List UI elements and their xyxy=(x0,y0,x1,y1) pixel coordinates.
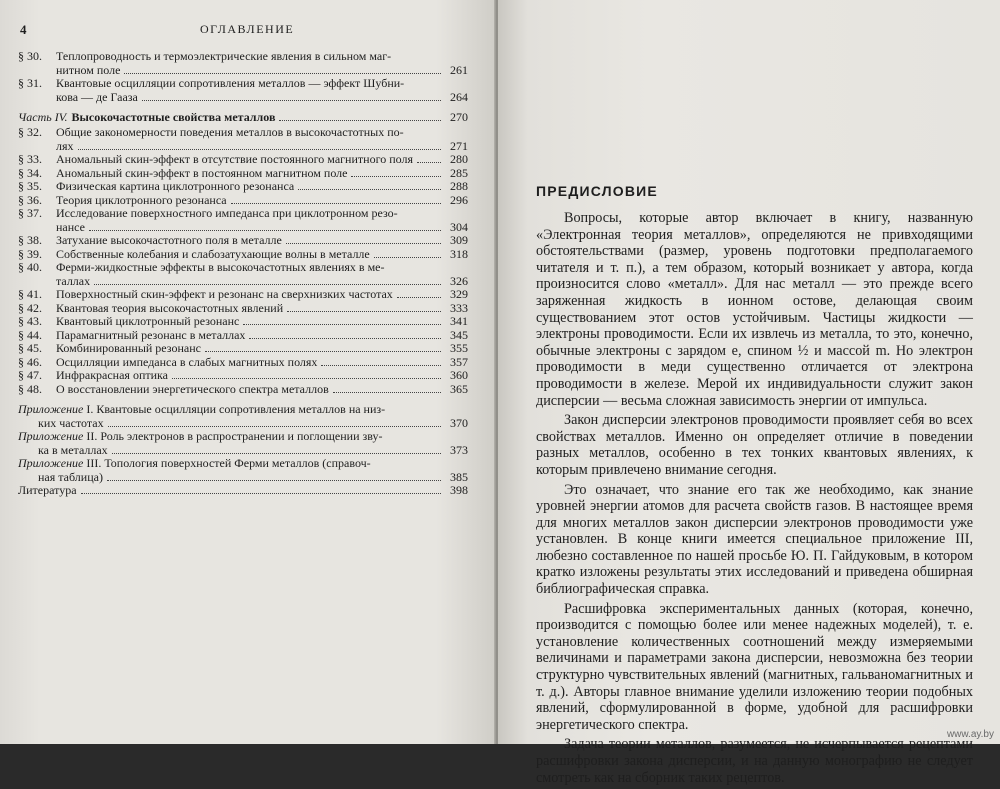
toc-entry-text: Инфракрасная оптика xyxy=(56,368,169,382)
dot-leader xyxy=(94,283,441,285)
toc-entry xyxy=(18,234,468,248)
toc-page-number: 261 xyxy=(450,62,468,77)
toc-page-number: 270 xyxy=(450,110,468,124)
dot-leader xyxy=(112,452,441,454)
toc-entry-last-line xyxy=(56,302,468,316)
toc-page-number: 329 xyxy=(450,287,468,301)
toc-page-number: 309 xyxy=(450,233,468,247)
toc-entry-line xyxy=(18,403,468,417)
toc-entry-body xyxy=(56,369,468,383)
toc-entry-text: Парамагнитный резонанс в металлах xyxy=(56,327,246,342)
toc-section-number: § 40. xyxy=(18,260,42,274)
toc-page-number: 280 xyxy=(450,152,468,166)
left-page xyxy=(0,0,496,744)
toc-entry-last-line xyxy=(56,167,468,181)
toc-entry-body xyxy=(18,457,468,484)
toc-literature xyxy=(18,484,468,498)
preface-paragraph: Расшифровка экспериментальных данных (которая, конечно, производится с помощью более или менее надежных моделей), т. е. установление количественных соотношений между измеряемыми величинами и параметрами закона дисперсии, невозможна без теории структурно чувствительных явлений (магнитных, гальваномагнитных и т. д.). Авторы главное внимание уделили изложению теории подобных явлений, сформулированной в форме, удобной для расшифровки энергетического спектра. xyxy=(536,600,973,733)
toc-entry xyxy=(18,50,468,77)
toc-entry-body xyxy=(18,484,468,498)
toc-entry-body xyxy=(56,383,468,397)
dot-leader xyxy=(351,175,441,177)
toc-entry-last-line xyxy=(56,329,468,343)
preface-paragraph: Задача теории металлов, разумеется, не исчерпывается рецептами расшифровки закона дисперсии, и на данную монографию не следует смотреть как на сборник таких рецептов. xyxy=(536,736,973,786)
toc-entry xyxy=(18,167,468,181)
toc-page-number: 264 xyxy=(450,89,468,104)
dot-leader xyxy=(333,391,441,393)
toc-entry-last-line xyxy=(56,153,468,167)
toc-entry-line: Ферми-жидкостные эффекты в высокочастотных явлениях в ме- xyxy=(56,260,385,274)
dot-leader xyxy=(374,256,441,258)
toc-entry xyxy=(18,153,468,167)
toc-section-number: § 36. xyxy=(18,192,42,207)
toc-entry-body xyxy=(56,153,468,167)
dot-leader xyxy=(321,364,441,366)
toc-page-number: 373 xyxy=(450,442,468,457)
toc-entry-last-line xyxy=(18,484,468,498)
toc-entry-text: Теория циклотронного резонанса xyxy=(56,192,227,207)
toc-page-number: 370 xyxy=(450,415,468,430)
toc-entry-text: Аномальный скин-эффект в постоянном магнитном поле xyxy=(56,165,348,180)
toc-entry xyxy=(18,288,468,302)
toc-appendix xyxy=(18,457,468,484)
toc-entry-body xyxy=(56,167,468,181)
preface-paragraph: Вопросы, которые автор включает в книгу, названную «Электронная теория металлов», определяются не привходящими обстоятельствами (размер, уровень подготовки предполагаемого читателя и т. п.), а тем образом, который возникает у автора, когда произносится слово «металл». Для нас металл — это прежде всего заряженная жидкость в ионном остове, делающая своим существованием этот остов устойчивым. Частицы жидкости — электроны проводимости. Если их извлечь из металла, то это, конечно, обычные электроны с зарядом e, спином ½ и массой m. Но электрон проводимости в меди существенно отличается от электрона проводимости в железе. Мерой их индивидуальности служит закон дисперсии — весьма сложная зависимость энергии от импульса. xyxy=(536,210,973,409)
toc-entry xyxy=(18,356,468,370)
toc-section-number: § 41. xyxy=(18,287,42,301)
toc-entry-text: Физическая картина циклотронного резонанса xyxy=(56,179,295,193)
toc-entry xyxy=(18,329,468,343)
toc-entry-body xyxy=(56,248,468,262)
toc-entry-last-line xyxy=(56,91,468,105)
toc-entry-body xyxy=(56,180,468,194)
toc-entry-line xyxy=(18,457,468,471)
toc-entry-body xyxy=(56,126,468,153)
toc-page-number: 304 xyxy=(450,219,468,234)
toc-entry-last-line xyxy=(56,369,468,383)
dot-leader xyxy=(107,479,441,481)
toc-entry-body xyxy=(56,77,468,104)
toc-entry-text: Затухание высокочастотного поля в металле xyxy=(56,233,282,247)
appendix-title: I. Квантовые осцилляции сопротивления металлов на низ- xyxy=(86,402,386,416)
toc-entry-last-line xyxy=(56,140,468,154)
toc-entry xyxy=(18,261,468,288)
toc-entry-body xyxy=(56,342,468,356)
toc-entry-last-line xyxy=(56,342,468,356)
toc-entry-line: Квантовые осцилляции сопротивления металлов — эффект Шубни- xyxy=(56,76,405,90)
part-label: Часть IV. xyxy=(18,110,68,124)
toc-entry-last-line xyxy=(56,234,468,248)
toc-section-number: § 48. xyxy=(18,381,42,396)
toc-entry-text: О восстановлении энергетического спектра металлов xyxy=(56,381,329,396)
toc-entry-line: Общие закономерности поведения металлов в высокочастотных по- xyxy=(56,125,404,139)
toc-section-number: § 47. xyxy=(18,368,42,382)
toc-section-number: § 31. xyxy=(18,76,42,90)
toc-entry xyxy=(18,383,468,397)
toc-page-number: 326 xyxy=(450,273,468,288)
toc-part-heading xyxy=(18,110,468,124)
toc-entry-text: таллах xyxy=(56,273,91,288)
toc-entry-text: нансе xyxy=(56,219,85,234)
toc-section-number: § 39. xyxy=(18,246,42,261)
appendix-label: Приложение xyxy=(18,456,84,470)
dot-leader xyxy=(287,310,441,312)
toc-entry xyxy=(18,248,468,262)
appendix-title: III. Топология поверхностей Ферми металлов (справоч- xyxy=(86,456,371,470)
toc-entry-body xyxy=(56,50,468,77)
toc-entry-body xyxy=(18,430,468,457)
toc-page-number: 355 xyxy=(450,341,468,355)
toc-entry-body xyxy=(56,288,468,302)
toc-entry-text: ких частотах xyxy=(38,415,104,430)
toc-entry-last-line xyxy=(56,356,468,370)
toc-entry-line: Теплопроводность и термоэлектрические явления в сильном маг- xyxy=(56,49,392,63)
toc-section-number: § 33. xyxy=(18,152,42,166)
toc-entry xyxy=(18,77,468,104)
toc-entry-body xyxy=(56,356,468,370)
dot-leader xyxy=(243,323,441,325)
toc-entry-last-line xyxy=(56,383,468,397)
toc-section-number: § 45. xyxy=(18,341,42,355)
toc-section-number: § 34. xyxy=(18,165,42,180)
toc-section-number: § 42. xyxy=(18,300,42,315)
toc-entry-last-line xyxy=(18,444,468,458)
toc-entry-last-line xyxy=(56,180,468,194)
toc-entry-last-line xyxy=(56,248,468,262)
toc-page-number: 360 xyxy=(450,368,468,382)
toc-section-number: § 46. xyxy=(18,354,42,369)
toc-section-number: § 30. xyxy=(18,49,42,63)
toc-entry-last-line xyxy=(56,288,468,302)
page-number: 4 xyxy=(20,22,27,37)
toc-entry-last-line xyxy=(56,194,468,208)
toc-section-number: § 37. xyxy=(18,206,42,220)
dot-leader xyxy=(286,242,441,244)
toc-page-number: 333 xyxy=(450,300,468,315)
toc-entry-text: Литература xyxy=(18,483,77,497)
dot-leader xyxy=(108,425,441,427)
dot-leader xyxy=(78,148,441,150)
toc-appendix xyxy=(18,403,468,430)
toc-page-number: 398 xyxy=(450,483,468,497)
toc-entry-text: ка в металлах xyxy=(38,442,108,457)
toc-page-number: 296 xyxy=(450,192,468,207)
toc-entry-text: нитном поле xyxy=(56,62,121,77)
toc-entry-text: Поверхностный скин-эффект и резонанс на сверхнизких частотах xyxy=(56,287,393,301)
dot-leader xyxy=(142,99,441,101)
running-head: ОГЛАВЛЕНИЕ xyxy=(200,22,295,36)
toc-entry-body xyxy=(56,315,468,329)
toc-section-number: § 32. xyxy=(18,125,42,139)
toc-entry xyxy=(18,302,468,316)
toc-entry-line xyxy=(18,430,468,444)
toc-appendix xyxy=(18,430,468,457)
toc-page-number: 285 xyxy=(450,165,468,180)
toc-entry-body xyxy=(56,207,468,234)
toc-entry xyxy=(18,342,468,356)
toc-entry-text: Квантовый циклотронный резонанс xyxy=(56,314,240,328)
dot-leader xyxy=(231,202,441,204)
toc-entry-last-line xyxy=(18,471,468,485)
toc-entry-line: Исследование поверхностного импеданса при циклотронном резо- xyxy=(56,206,398,220)
dot-leader xyxy=(124,72,441,74)
toc-entry-body xyxy=(56,302,468,316)
dot-leader xyxy=(417,161,441,163)
toc-entry-last-line xyxy=(56,275,468,289)
dot-leader xyxy=(81,492,441,494)
toc-entry xyxy=(18,194,468,208)
toc-entry-last-line xyxy=(56,221,468,235)
toc-entry-body xyxy=(56,194,468,208)
toc-entry-body xyxy=(56,234,468,248)
toc-entry-last-line xyxy=(56,64,468,78)
toc-entry-last-line xyxy=(18,417,468,431)
toc-entry-body xyxy=(56,329,468,343)
toc-entry-text: кова — де Гааза xyxy=(56,89,138,104)
toc-page-number: 341 xyxy=(450,314,468,328)
preface-paragraph: Это означает, что знание его так же необходимо, как знание уровней энергии атомов для расчета свойств газов. В настоящее время для многих металлов закон дисперсии электронов проводимости уже установлен. В конце книги имеется специальное приложение III, любезно составленное по нашей просьбе Ю. П. Гайдуковым, в котором кратко изложены результаты этих исследований и приведена обширная библиографическая справка. xyxy=(536,481,973,598)
dot-leader xyxy=(89,229,441,231)
toc-entry xyxy=(18,369,468,383)
table-of-contents xyxy=(18,50,468,498)
toc-section-number: § 43. xyxy=(18,314,42,328)
toc-entry xyxy=(18,126,468,153)
dot-leader xyxy=(298,188,441,190)
toc-entry-text: Аномальный скин-эффект в отсутствие постоянного магнитного поля xyxy=(56,152,413,166)
appendix-label: Приложение xyxy=(18,429,84,443)
toc-section-number: § 35. xyxy=(18,179,42,193)
toc-entry xyxy=(18,180,468,194)
toc-entry-text: Комбинированный резонанс xyxy=(56,341,201,355)
toc-entry-last-line xyxy=(56,315,468,329)
toc-entry-body xyxy=(56,261,468,288)
watermark: www.ay.by xyxy=(946,729,994,740)
toc-entry-text: Собственные колебания и слабозатухающие волны в металле xyxy=(56,246,370,261)
appendix-label: Приложение xyxy=(18,402,84,416)
toc-section-number: § 44. xyxy=(18,327,42,342)
preface-title: ПРЕДИСЛОВИЕ xyxy=(536,183,658,199)
toc-page-number: 357 xyxy=(450,354,468,369)
toc-entry xyxy=(18,315,468,329)
toc-page-number: 385 xyxy=(450,469,468,484)
toc-entry-text: Квантовая теория высокочастотных явлений xyxy=(56,300,284,315)
part-title: Высокочастотные свойства металлов xyxy=(71,110,276,124)
toc-entry-body xyxy=(18,403,468,430)
toc-page-number: 288 xyxy=(450,179,468,193)
toc-page-number: 345 xyxy=(450,327,468,342)
toc-page-number: 318 xyxy=(450,246,468,261)
toc-appendices xyxy=(18,403,468,498)
appendix-title: II. Роль электронов в распространении и поглощении зву- xyxy=(86,429,383,443)
preface-paragraph: Закон дисперсии электронов проводимости проявляет себя во всех свойствах металлов. Именно он определяет отличие в поведении разных металлов, особенно в тех тонких квантовых явлениях, к которым привлечено внимание сегодня. xyxy=(536,412,973,478)
dot-leader xyxy=(249,337,441,339)
dot-leader xyxy=(279,120,441,121)
toc-page-number: 271 xyxy=(450,138,468,153)
dot-leader xyxy=(397,296,441,298)
toc-section-number: § 38. xyxy=(18,233,42,247)
toc-entry-text: лях xyxy=(56,138,74,153)
toc-entry xyxy=(18,207,468,234)
toc-entry-text: ная таблица) xyxy=(38,469,103,484)
dot-leader xyxy=(172,377,441,379)
preface-text xyxy=(536,210,973,789)
toc-entry-text: Осцилляции импеданса в слабых магнитных полях xyxy=(56,354,318,369)
toc-page-number: 365 xyxy=(450,381,468,396)
dot-leader xyxy=(205,350,441,352)
